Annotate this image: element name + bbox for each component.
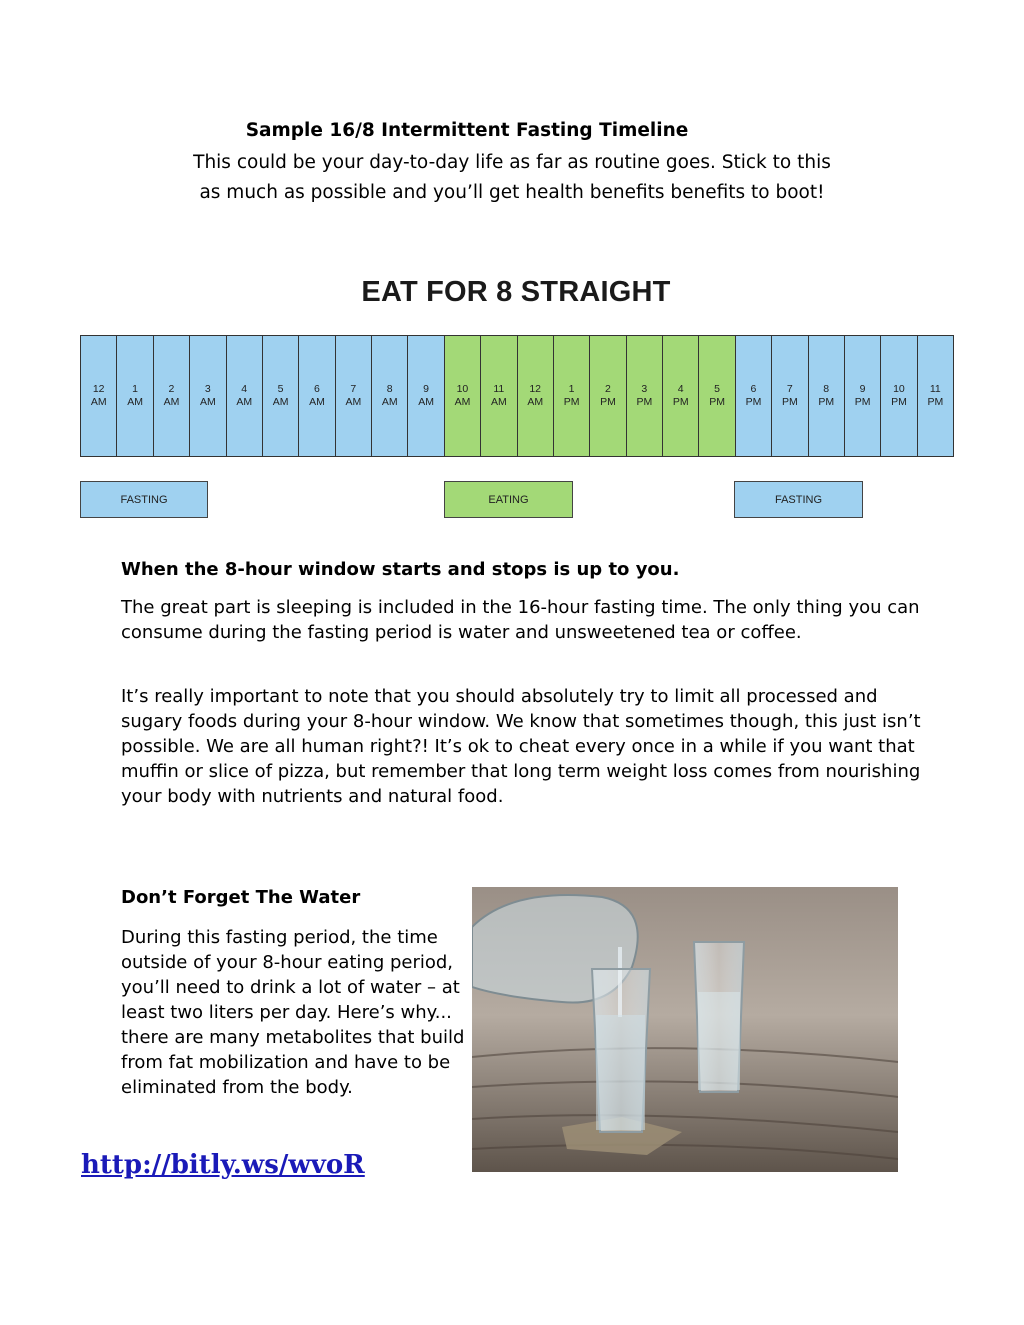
hour-cell — [881, 336, 917, 456]
hour-number: 2 — [168, 383, 175, 395]
hour-number: 8 — [823, 383, 830, 395]
hour-cell — [554, 336, 590, 456]
hour-ampm: AM — [490, 396, 507, 408]
phase-box-eating: EATING — [444, 481, 573, 518]
phase-box-fasting: FASTING — [80, 481, 208, 518]
hour-number: 10 — [456, 383, 469, 395]
hour-cell — [736, 336, 772, 456]
hour-cell — [918, 336, 953, 456]
hour-cell — [627, 336, 663, 456]
hour-ampm: AM — [527, 396, 544, 408]
hour-number: 9 — [859, 383, 866, 395]
hour-number: 12 — [529, 383, 542, 395]
hour-cell — [263, 336, 299, 456]
hour-number: 1 — [132, 383, 138, 395]
hour-number: 8 — [386, 383, 393, 395]
hour-number: 3 — [204, 383, 211, 395]
hour-ampm: AM — [381, 396, 398, 408]
hour-ampm: PM — [854, 396, 871, 408]
hour-ampm: AM — [199, 396, 216, 408]
hour-ampm: PM — [709, 396, 725, 408]
water-glasses-photo — [472, 887, 898, 1172]
hour-ampm: PM — [818, 396, 835, 408]
hour-cell — [590, 336, 626, 456]
bitly-link[interactable]: http://bitly.ws/wvoR — [81, 1150, 365, 1180]
chart-heading: EAT FOR 8 STRAIGHT — [361, 276, 671, 308]
hour-cell — [336, 336, 372, 456]
intro-line-2: as much as possible and you’ll get health benefits benefits to boot! — [199, 182, 825, 203]
paragraph-sleeping: The great part is sleeping is included in the 16-hour fasting time. The only thing you can consume during the fasting period is water and unsweetened tea or coffee. — [121, 597, 920, 643]
hour-cell — [445, 336, 481, 456]
hour-number: 7 — [786, 383, 793, 395]
hour-cell — [190, 336, 226, 456]
section-heading-water: Don’t Forget The Water — [121, 887, 361, 908]
hour-number: 3 — [641, 383, 648, 395]
hour-number: 4 — [241, 383, 248, 395]
hour-ampm: AM — [90, 396, 107, 408]
paragraph-water: During this fasting period, the time outside of your 8-hour eating period, you’ll need to drink a lot of water – at least two liters per day. Here’s why... there are many metabolites that build from fat mobilization and have to be eliminated from the body. — [121, 927, 465, 1098]
hour-number: 7 — [350, 383, 357, 395]
hour-ampm: AM — [127, 396, 143, 408]
hour-ampm: PM — [781, 396, 798, 408]
hour-ampm: AM — [236, 396, 253, 408]
hour-cell — [154, 336, 190, 456]
hour-strip — [80, 335, 954, 457]
hour-cell — [663, 336, 699, 456]
hour-number: 11 — [493, 383, 505, 395]
hour-ampm: PM — [672, 396, 689, 408]
hour-ampm: AM — [345, 396, 362, 408]
hour-cell — [81, 336, 117, 456]
hour-number: 5 — [714, 383, 720, 395]
hour-number: 6 — [314, 383, 320, 395]
hour-ampm: AM — [309, 396, 325, 408]
hour-number: 12 — [92, 383, 105, 395]
hour-ampm: PM — [745, 396, 762, 408]
hour-ampm: AM — [272, 396, 289, 408]
hour-number: 6 — [750, 383, 757, 395]
hour-ampm: PM — [636, 396, 653, 408]
hour-cell — [699, 336, 735, 456]
hour-cell — [518, 336, 554, 456]
hour-ampm: PM — [563, 396, 580, 408]
hour-ampm: PM — [600, 396, 616, 408]
hour-ampm: PM — [891, 396, 907, 408]
hour-cell — [845, 336, 881, 456]
hour-number: 1 — [568, 383, 575, 395]
hour-cell — [772, 336, 808, 456]
hour-cell — [117, 336, 153, 456]
paragraph-processed-foods: It’s really important to note that you should absolutely try to limit all processed and sugary foods during your 8-hour window. We know that sometimes though, this just isn’t possible. We are all human right?! It’s ok to cheat every once in a while if you want that muffin or slice of pizza, but remember that long term weight loss comes from nourishing your body with nutrients and natural food. — [121, 686, 921, 807]
intro-line-1: This could be your day-to-day life as far as routine goes. Stick to this — [193, 152, 831, 173]
hour-cell — [809, 336, 845, 456]
hour-ampm: AM — [163, 396, 180, 408]
hour-number: 9 — [423, 383, 429, 395]
section-heading-window: When the 8-hour window starts and stops is up to you. — [121, 559, 680, 580]
hour-cell — [481, 336, 517, 456]
hour-ampm: AM — [454, 396, 471, 408]
hour-number: 2 — [605, 383, 611, 395]
hour-ampm: PM — [927, 396, 944, 408]
hour-number: 11 — [929, 383, 941, 395]
hour-cell — [372, 336, 408, 456]
hour-cell — [408, 336, 444, 456]
hour-number: 5 — [277, 383, 284, 395]
phase-box-fasting: FASTING — [734, 481, 863, 518]
page-title: Sample 16/8 Intermittent Fasting Timeline — [245, 120, 689, 141]
hour-number: 4 — [677, 383, 684, 395]
hour-cell — [299, 336, 335, 456]
hour-ampm: AM — [418, 396, 434, 408]
hour-cell — [227, 336, 263, 456]
hour-number: 10 — [893, 383, 905, 395]
